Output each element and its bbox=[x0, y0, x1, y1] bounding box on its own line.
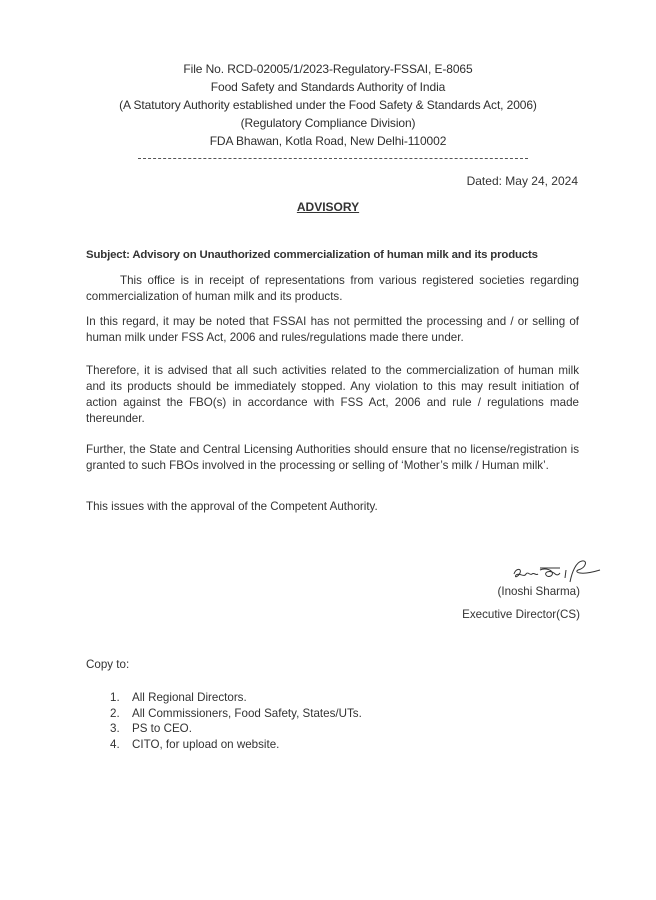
list-item bbox=[110, 706, 362, 722]
header-divider bbox=[138, 158, 528, 159]
list-item bbox=[110, 721, 362, 737]
copy-to-list bbox=[110, 690, 362, 752]
paragraph: This office is in receipt of representations from various registered societies regarding commercialization of human milk and its products. bbox=[86, 274, 579, 303]
organization-description: (A Statutory Authority established under the Food Safety & Standards Act, 2006) bbox=[119, 98, 537, 112]
signatory-designation: Executive Director(CS) bbox=[462, 608, 580, 621]
copy-to-label: Copy to: bbox=[86, 658, 130, 671]
list-item bbox=[110, 690, 362, 706]
file-number: File No. RCD-02005/1/2023-Regulatory-FSSAI, E-8065 bbox=[183, 62, 473, 76]
list-text: All Commissioners, Food Safety, States/UTs. bbox=[132, 706, 362, 720]
signatory-name: (Inoshi Sharma) bbox=[497, 585, 580, 598]
division-name: (Regulatory Compliance Division) bbox=[240, 116, 416, 130]
document-title: ADVISORY bbox=[296, 200, 360, 214]
list-number: 3. bbox=[110, 722, 120, 735]
organization-name: Food Safety and Standards Authority of India bbox=[210, 80, 446, 94]
paragraph: This issues with the approval of the Competent Authority. bbox=[86, 500, 378, 513]
subject-line: Subject: Advisory on Unauthorized commercialization of human milk and its products bbox=[86, 249, 538, 261]
paragraph: In this regard, it may be noted that FSSAI has not permitted the processing and / or selling of human milk under FSS Act, 2006 and rules/regulations made there under. bbox=[86, 315, 579, 344]
list-item bbox=[110, 737, 362, 753]
paragraph: Therefore, it is advised that all such activities related to the commercialization of human milk and its products should be immediately stopped. Any violation to this may result initiation of action against the FBO(s) in accordance with FSS Act, 2006 and rule / regulations made thereunder. bbox=[86, 364, 579, 425]
letterhead bbox=[0, 60, 656, 150]
organization-address: FDA Bhawan, Kotla Road, New Delhi-110002 bbox=[209, 134, 447, 148]
list-text: All Regional Directors. bbox=[132, 691, 247, 704]
list-text: PS to CEO. bbox=[132, 722, 192, 735]
list-number: 2. bbox=[110, 706, 120, 720]
paragraph: Further, the State and Central Licensing Authorities should ensure that no license/registration is granted to such FBOs involved in the processing or selling of ‘Mother’s milk / Human milk’. bbox=[86, 443, 579, 472]
handwritten-signature bbox=[510, 558, 602, 584]
list-text: CITO, for upload on website. bbox=[132, 737, 280, 751]
list-number: 1. bbox=[110, 691, 120, 704]
list-number: 4. bbox=[110, 737, 120, 751]
date-line: Dated: May 24, 2024 bbox=[466, 174, 578, 188]
